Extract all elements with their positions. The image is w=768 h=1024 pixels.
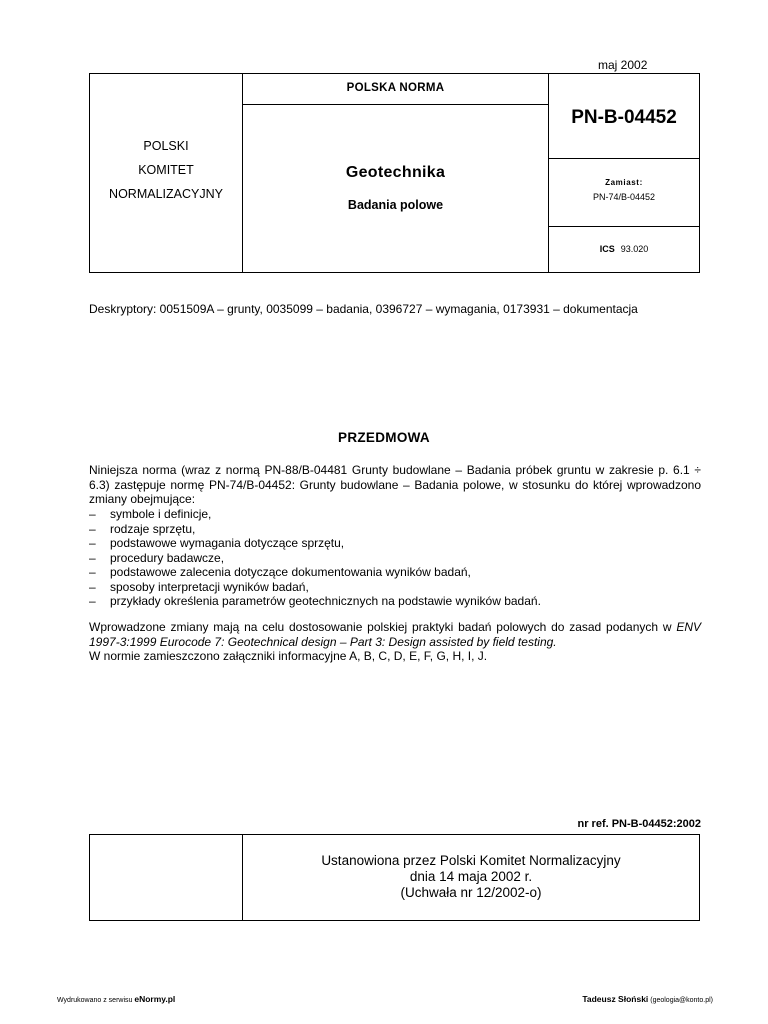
reference-number: nr ref. PN-B-04452:2002 bbox=[577, 818, 701, 830]
divider bbox=[699, 835, 700, 920]
issue-date: maj 2002 bbox=[598, 58, 648, 72]
annexes-note: W normie zamieszczono załączniki informacyjne A, B, C, D, E, F, G, H, I, J. bbox=[89, 649, 488, 663]
document-subtitle: Badania polowe bbox=[347, 198, 444, 212]
list-item-text: symbole i definicje, bbox=[110, 507, 212, 521]
eurocode-reference: ENV 1997-3:1999 Eurocode 7: Geotechnical design – Part 3: Design assisted by field testing. bbox=[89, 620, 701, 649]
licensee-email: (geologia@konto.pl) bbox=[648, 997, 713, 1004]
list-dash: – bbox=[89, 550, 96, 565]
licensee bbox=[582, 994, 713, 1004]
approval-text bbox=[243, 853, 699, 901]
print-source-text: Wydrukowano z serwisu bbox=[57, 997, 135, 1004]
ics-label: ICS bbox=[599, 244, 615, 254]
approval-line: (Uchwała nr 12/2002-o) bbox=[400, 885, 542, 900]
preface-heading: PRZEDMOWA bbox=[338, 430, 430, 445]
print-source-link[interactable]: eNormy.pl bbox=[134, 994, 176, 1004]
list-item bbox=[89, 507, 541, 522]
print-source bbox=[57, 994, 175, 1004]
list-item bbox=[89, 594, 541, 609]
list-item-text: przykłady określenia parametrów geotechnicznych na podstawie wyników badań. bbox=[110, 594, 541, 608]
header-table bbox=[89, 73, 700, 273]
licensee-name: Tadeusz Słoński bbox=[582, 994, 649, 1004]
list-item-text: procedury badawcze, bbox=[110, 550, 225, 565]
list-dash: – bbox=[89, 565, 96, 579]
list-item-text: rodzaje sprzętu, bbox=[110, 521, 196, 536]
divider bbox=[548, 226, 700, 227]
list-item-text: podstawowe zalecenia dotyczące dokumentowania wyników badań, bbox=[110, 565, 471, 579]
norm-type: POLSKA NORMA bbox=[346, 82, 445, 94]
approval-line: Ustanowiona przez Polski Komitet Normalizacyjny bbox=[321, 853, 621, 868]
approval-box bbox=[89, 834, 700, 921]
divider bbox=[242, 104, 548, 105]
document-title: Geotechnika bbox=[345, 164, 446, 181]
approval-line: dnia 14 maja 2002 r. bbox=[409, 869, 533, 884]
preface-intro: Niniejsza norma (wraz z normą PN-88/B-04481 Grunty budowlane – Badania próbek gruntu w zakresie p. 6.1 ÷ 6.3) zastępuje normę PN-74/B-04452: Grunty budowlane – Badania polowe, w stosunku do której wprowadzono zmiany obejmujące: bbox=[89, 463, 701, 506]
standard-number: PN-B-04452 bbox=[571, 107, 677, 128]
ics-value: 93.020 bbox=[620, 244, 649, 254]
list-item bbox=[89, 565, 541, 580]
divider bbox=[548, 74, 549, 272]
list-dash: – bbox=[89, 536, 96, 550]
list-item bbox=[89, 536, 541, 551]
purpose-text: Wprowadzone zmiany mają na celu dostosowanie polskiej praktyki badań polowych do zasad podanych w bbox=[89, 620, 672, 634]
list-item-text: sposoby interpretacji wyników badań, bbox=[110, 579, 309, 594]
list-item bbox=[89, 580, 541, 595]
list-dash: – bbox=[89, 521, 96, 536]
list-dash: – bbox=[89, 579, 96, 594]
ics-code bbox=[549, 244, 699, 254]
list-item bbox=[89, 522, 541, 537]
descriptors: Deskryptory: 0051509A – grunty, 0035099 – badania, 0396727 – wymagania, 0173931 – dokumentacja bbox=[89, 302, 638, 316]
committee-line: NORMALIZACYJNY bbox=[109, 187, 223, 201]
changes-list bbox=[89, 507, 541, 609]
list-dash: – bbox=[89, 507, 96, 521]
committee-line: POLSKI bbox=[143, 139, 189, 153]
replaces-label: Zamiast: bbox=[605, 178, 643, 187]
list-dash: – bbox=[89, 594, 96, 608]
preface-purpose bbox=[89, 620, 701, 664]
replaces-value: PN-74/B-04452 bbox=[592, 192, 656, 202]
divider bbox=[548, 158, 700, 159]
committee-name bbox=[90, 134, 242, 206]
list-item bbox=[89, 551, 541, 566]
list-item-text: podstawowe wymagania dotyczące sprzętu, bbox=[110, 536, 345, 550]
committee-line: KOMITET bbox=[138, 163, 194, 177]
